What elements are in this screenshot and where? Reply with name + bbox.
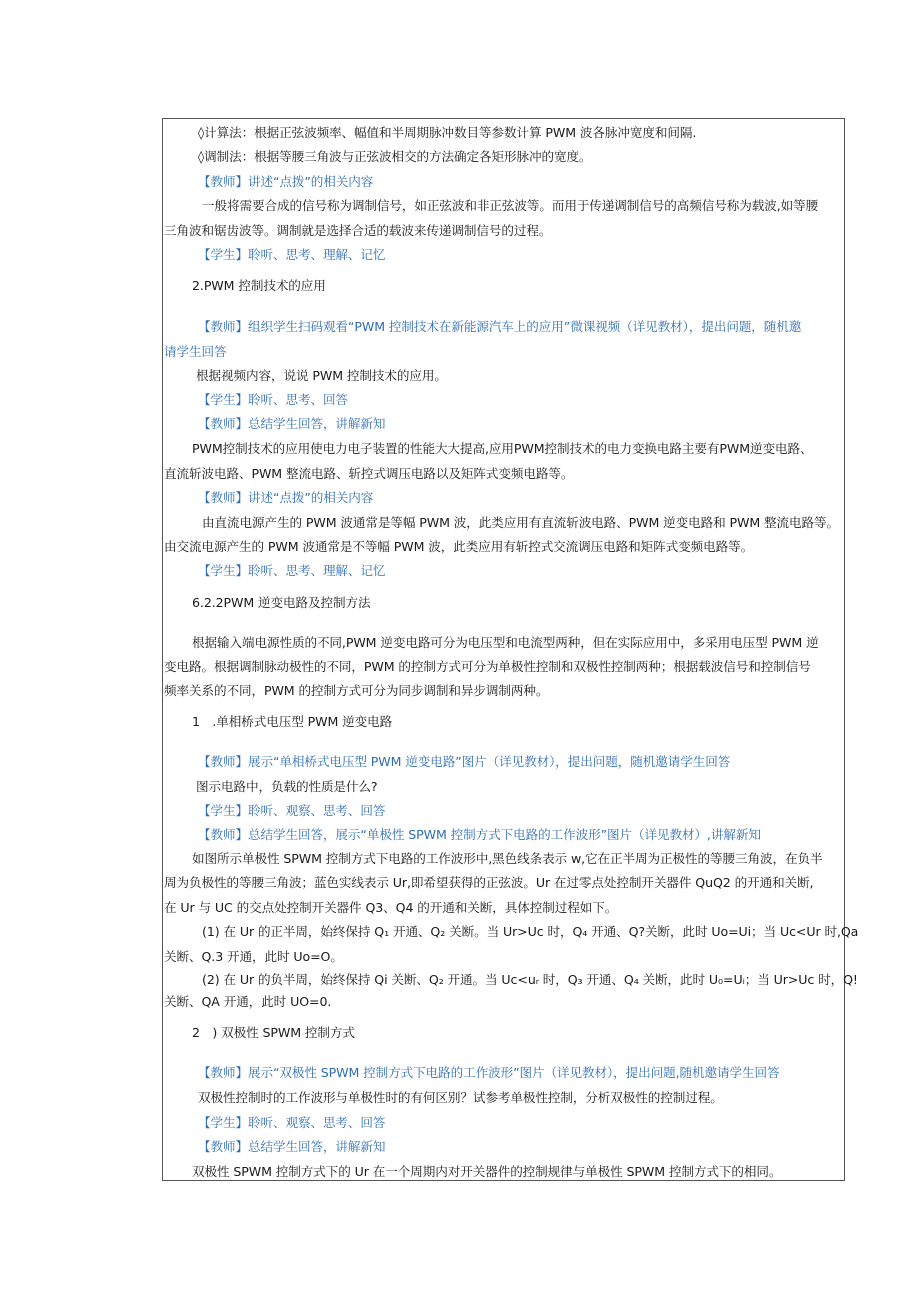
text-line: (2) 在 Ur 的负半周，始终保持 Qi 关断、Q₂ 开通。当 Uc<uᵣ 时，Q₃ 开通、Q₄ 关断，此时 U₀=Uᵢ；当 Ur>Uc 时，Q! [202,972,858,987]
dialogue-line: 【学生】聆听、观察、思考、回答 [198,1115,386,1130]
text-line: 关断、Q.3 开通，此时 Uo=O。 [164,949,343,964]
text-line: 频率关系的不同，PWM 的控制方式可分为同步调制和异步调制两种。 [164,683,549,698]
text-line: (1) 在 Ur 的正半周，始终保持 Q₁ 开通、Q₂ 关断。当 Ur>Uc 时，Q₄ 开通、Q?关断，此时 Uo=Ui；当 Uc<Ur 时,Qa [202,924,859,939]
text-line: 变电路。根据调制脉动极性的不同，PWM 的控制方式可分为单极性控制和双极性控制两种；根据载波信号和控制信号 [164,659,811,674]
text-line: ◊计算法：根据正弦波频率、幅值和半周期脉冲数目等参数计算 PWM 波各脉冲宽度和间隔. [198,125,697,140]
dialogue-line: 【教师】总结学生回答，展示“单极性 SPWM 控制方式下电路的工作波形”图片（详见教材）,讲解新知 [198,827,761,842]
text-line: 由交流电源产生的 PWM 波通常是不等幅 PWM 波，此类应用有斩控式交流调压电路和矩阵式变频电路等。 [164,539,754,554]
text-line: PWM控制技术的应用使电力电子装置的性能大大提高,应用PWM控制技术的电力变换电路主要有PWM逆变电路、 [192,441,813,456]
dialogue-line: 【教师】总结学生回答，讲解新知 [198,416,386,431]
text-line: 双极性控制时的工作波形与单极性时的有何区别？试参考单极性控制，分析双极性的控制过程。 [198,1090,723,1105]
dialogue-line: 【教师】展示“双极性 SPWM 控制方式下电路的工作波形”图片（详见教材），提出问题,随机邀请学生回答 [198,1065,780,1080]
dialogue-line: 【教师】组织学生扫码观看“PWM 控制技术在新能源汽车上的应用”微课视频（详见教材），提出问题，随机邀 [198,319,802,334]
text-line: ◊调制法：根据等腰三角波与正弦波相交的方法确定各矩形脉冲的宽度。 [198,149,592,164]
text-line: 图示电路中，负载的性质是什么? [196,779,378,794]
text-line: 2 ) 双极性 SPWM 控制方式 [192,1025,355,1040]
dialogue-line: 请学生回答 [164,344,227,359]
text-line: 在 Ur 与 UC 的交点处控制开关器件 Q3、Q4 的开通和关断，具体控制过程如下。 [164,900,618,915]
dialogue-line: 【教师】总结学生回答，讲解新知 [198,1139,386,1154]
text-line: 6.2.2PWM 逆变电路及控制方法 [192,595,371,610]
dialogue-line: 【学生】聆听、思考、理解、记忆 [198,563,386,578]
dialogue-line: 【学生】聆听、观察、思考、回答 [198,803,386,818]
text-line: 1 .单相桥式电压型 PWM 逆变电路 [192,714,393,729]
text-line: 由直流电源产生的 PWM 波通常是等幅 PWM 波，此类应用有直流斩波电路、PWM 逆变电路和 PWM 整流电路等。 [202,515,840,530]
dialogue-line: 【教师】展示“单相桥式电压型 PWM 逆变电路”图片（详见教材），提出问题，随机邀请学生回答 [198,754,731,769]
dialogue-line: 【教师】讲述“点拨”的相关内容 [198,174,374,189]
text-line: 关断、QA 开通，此时 UO=0. [164,994,332,1009]
dialogue-line: 【学生】聆听、思考、理解、记忆 [198,247,386,262]
text-line: 直流斩波电路、PWM 整流电路、斩控式调压电路以及矩阵式变频电路等。 [164,466,574,481]
dialogue-line: 【学生】聆听、思考、回答 [198,392,348,407]
dialogue-line: 【教师】讲述“点拨”的相关内容 [198,490,374,505]
text-line: 一般将需要合成的信号称为调制信号，如正弦波和非正弦波等。而用于传递调制信号的高频信号称为载波,如等腰 [202,198,819,213]
text-line: 三角波和锯齿波等。调制就是选择合适的载波来传递调制信号的过程。 [164,223,552,238]
text-line: 根据输入端电源性质的不同,PWM 逆变电路可分为电压型和电流型两种，但在实际应用中，多采用电压型 PWM 逆 [192,635,819,650]
text-line: 如图所示单极性 SPWM 控制方式下电路的工作波形中,黑色线条表示 w,它在正半周为正极性的等腰三角波，在负半 [192,851,823,866]
text-line: 周为负极性的等腰三角波；蓝色实线表示 Ur,即希望获得的正弦波。Ur 在过零点处控制开关器件 QuQ2 的开通和关断, [164,875,814,890]
text-line: 2.PWM 控制技术的应用 [192,278,326,293]
text-line: 根据视频内容，说说 PWM 控制技术的应用。 [196,368,447,383]
text-line: 双极性 SPWM 控制方式下的 Ur 在一个周期内对开关器件的控制规律与单极性 SPWM 控制方式下的相同。 [192,1164,782,1179]
